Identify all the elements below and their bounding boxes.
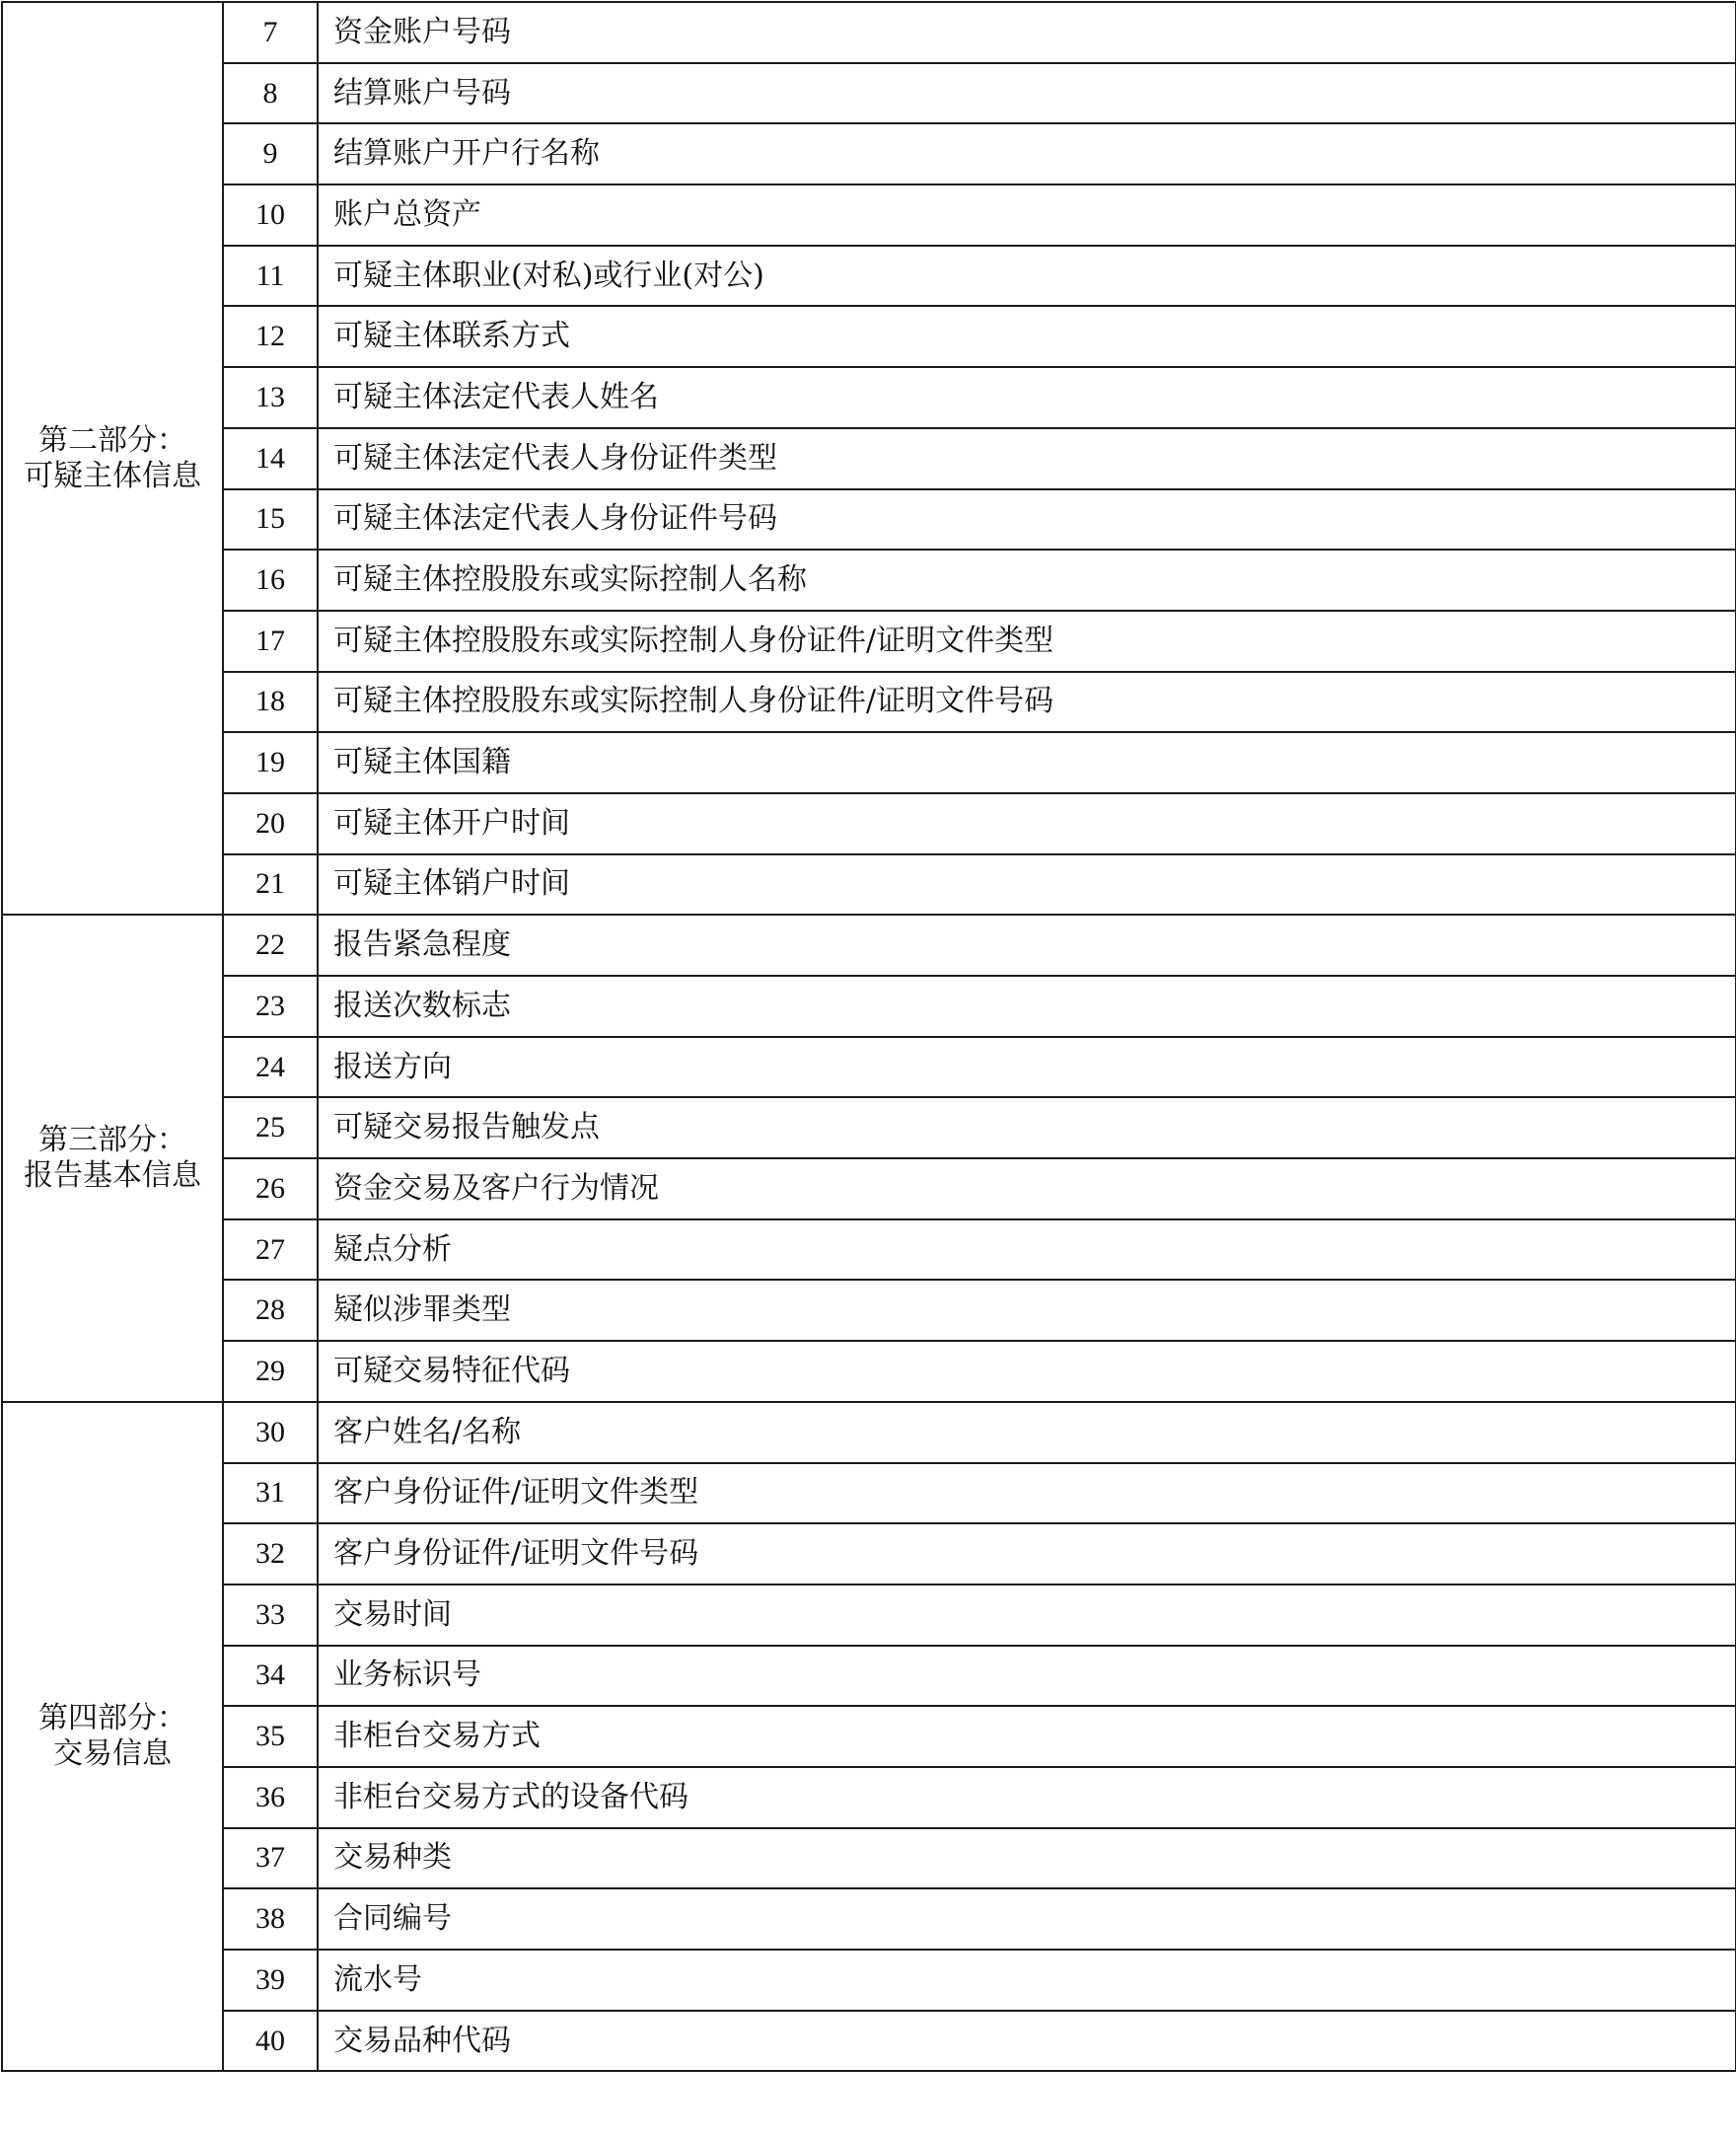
section-title-line2: 可疑主体信息: [24, 458, 201, 493]
table-row: [2, 2011, 1736, 2072]
row-number-cell: 34: [223, 1646, 318, 1707]
row-number-cell: 35: [223, 1706, 318, 1767]
row-number-cell: 12: [223, 306, 318, 367]
row-number-cell: 16: [223, 550, 318, 611]
field-name-cell: 非柜台交易方式的设备代码: [318, 1767, 1736, 1828]
table-row: [2, 306, 1736, 367]
field-name-cell: 流水号: [318, 1950, 1736, 2011]
table-row: [2, 1585, 1736, 1646]
field-name-cell: 资金账户号码: [318, 2, 1736, 63]
table-row: [2, 428, 1736, 489]
field-name-cell: 可疑主体法定代表人姓名: [318, 367, 1736, 428]
row-number-cell: 18: [223, 672, 318, 733]
table-row: [2, 123, 1736, 184]
row-number-cell: 32: [223, 1523, 318, 1585]
field-name-cell: 可疑主体控股股东或实际控制人身份证件/证明文件类型: [318, 611, 1736, 672]
section-label-cell: [2, 1402, 223, 2072]
row-number-cell: 7: [223, 2, 318, 63]
row-number-cell: 25: [223, 1097, 318, 1158]
section-title-line2: 报告基本信息: [24, 1158, 201, 1194]
field-name-cell: 客户姓名/名称: [318, 1402, 1736, 1463]
row-number-cell: 28: [223, 1280, 318, 1341]
field-name-cell: 可疑主体销户时间: [318, 854, 1736, 916]
table-row: [2, 184, 1736, 246]
section-label-cell: [2, 915, 223, 1402]
row-number-cell: 27: [223, 1219, 318, 1281]
table-row: [2, 550, 1736, 611]
row-number-cell: 23: [223, 976, 318, 1037]
table-row: [2, 489, 1736, 551]
field-name-cell: 可疑主体开户时间: [318, 793, 1736, 854]
row-number-cell: 37: [223, 1828, 318, 1889]
table-row: [2, 1463, 1736, 1524]
table-row: [2, 1888, 1736, 1950]
table-row: [2, 63, 1736, 124]
row-number-cell: 33: [223, 1585, 318, 1646]
table-row: [2, 367, 1736, 428]
field-name-cell: 报送方向: [318, 1037, 1736, 1098]
table-row: [2, 1523, 1736, 1585]
row-number-cell: 38: [223, 1888, 318, 1950]
row-number-cell: 24: [223, 1037, 318, 1098]
row-number-cell: 26: [223, 1158, 318, 1219]
field-name-cell: 结算账户号码: [318, 63, 1736, 124]
row-number-cell: 10: [223, 184, 318, 246]
field-name-cell: 交易时间: [318, 1585, 1736, 1646]
row-number-cell: 19: [223, 732, 318, 793]
field-name-cell: 客户身份证件/证明文件类型: [318, 1463, 1736, 1524]
table-row: [2, 1341, 1736, 1402]
section-title-line1: 第三部分：: [38, 1123, 186, 1158]
row-number-cell: 22: [223, 915, 318, 976]
field-name-cell: 报送次数标志: [318, 976, 1736, 1037]
table-row: [2, 915, 1736, 976]
table-row: [2, 976, 1736, 1037]
row-number-cell: 17: [223, 611, 318, 672]
table-row: [2, 1706, 1736, 1767]
section-title-line1: 第二部分：: [38, 422, 186, 458]
table-row: [2, 1828, 1736, 1889]
row-number-cell: 40: [223, 2011, 318, 2072]
table-row: [2, 1037, 1736, 1098]
field-name-cell: 疑似涉罪类型: [318, 1280, 1736, 1341]
field-name-cell: 可疑交易报告触发点: [318, 1097, 1736, 1158]
section-title-line1: 第四部分：: [38, 1701, 186, 1736]
table-row: [2, 854, 1736, 916]
field-name-cell: 非柜台交易方式: [318, 1706, 1736, 1767]
table-row: [2, 1097, 1736, 1158]
field-name-cell: 可疑主体法定代表人身份证件类型: [318, 428, 1736, 489]
row-number-cell: 36: [223, 1767, 318, 1828]
field-name-cell: 可疑主体职业(对私)或行业(对公): [318, 246, 1736, 307]
table-row: [2, 732, 1736, 793]
field-name-cell: 业务标识号: [318, 1646, 1736, 1707]
table-row: [2, 2, 1736, 63]
row-number-cell: 31: [223, 1463, 318, 1524]
field-name-cell: 可疑交易特征代码: [318, 1341, 1736, 1402]
table-row: [2, 1950, 1736, 2011]
table-row: [2, 1280, 1736, 1341]
row-number-cell: 8: [223, 63, 318, 124]
field-name-cell: 资金交易及客户行为情况: [318, 1158, 1736, 1219]
row-number-cell: 14: [223, 428, 318, 489]
table-row: [2, 793, 1736, 854]
table-row: [2, 1219, 1736, 1281]
field-name-cell: 可疑主体法定代表人身份证件号码: [318, 489, 1736, 551]
table-body: [2, 2, 1736, 2071]
table-row: [2, 1646, 1736, 1707]
row-number-cell: 20: [223, 793, 318, 854]
row-number-cell: 9: [223, 123, 318, 184]
field-name-cell: 可疑主体控股股东或实际控制人身份证件/证明文件号码: [318, 672, 1736, 733]
field-name-cell: 可疑主体国籍: [318, 732, 1736, 793]
section-label-cell: [2, 2, 223, 915]
table-row: [2, 246, 1736, 307]
report-fields-table: [1, 1, 1736, 2072]
table-row: [2, 1158, 1736, 1219]
row-number-cell: 30: [223, 1402, 318, 1463]
field-name-cell: 账户总资产: [318, 184, 1736, 246]
row-number-cell: 21: [223, 854, 318, 916]
row-number-cell: 29: [223, 1341, 318, 1402]
row-number-cell: 39: [223, 1950, 318, 2011]
row-number-cell: 13: [223, 367, 318, 428]
field-name-cell: 报告紧急程度: [318, 915, 1736, 976]
table-row: [2, 1767, 1736, 1828]
table-row: [2, 672, 1736, 733]
field-name-cell: 结算账户开户行名称: [318, 123, 1736, 184]
field-name-cell: 疑点分析: [318, 1219, 1736, 1281]
row-number-cell: 15: [223, 489, 318, 551]
field-name-cell: 可疑主体联系方式: [318, 306, 1736, 367]
field-name-cell: 交易品种代码: [318, 2011, 1736, 2072]
table-row: [2, 611, 1736, 672]
row-number-cell: 11: [223, 246, 318, 307]
field-name-cell: 客户身份证件/证明文件号码: [318, 1523, 1736, 1585]
section-title-line2: 交易信息: [53, 1736, 172, 1772]
field-name-cell: 可疑主体控股股东或实际控制人名称: [318, 550, 1736, 611]
table-row: [2, 1402, 1736, 1463]
field-name-cell: 合同编号: [318, 1888, 1736, 1950]
field-name-cell: 交易种类: [318, 1828, 1736, 1889]
